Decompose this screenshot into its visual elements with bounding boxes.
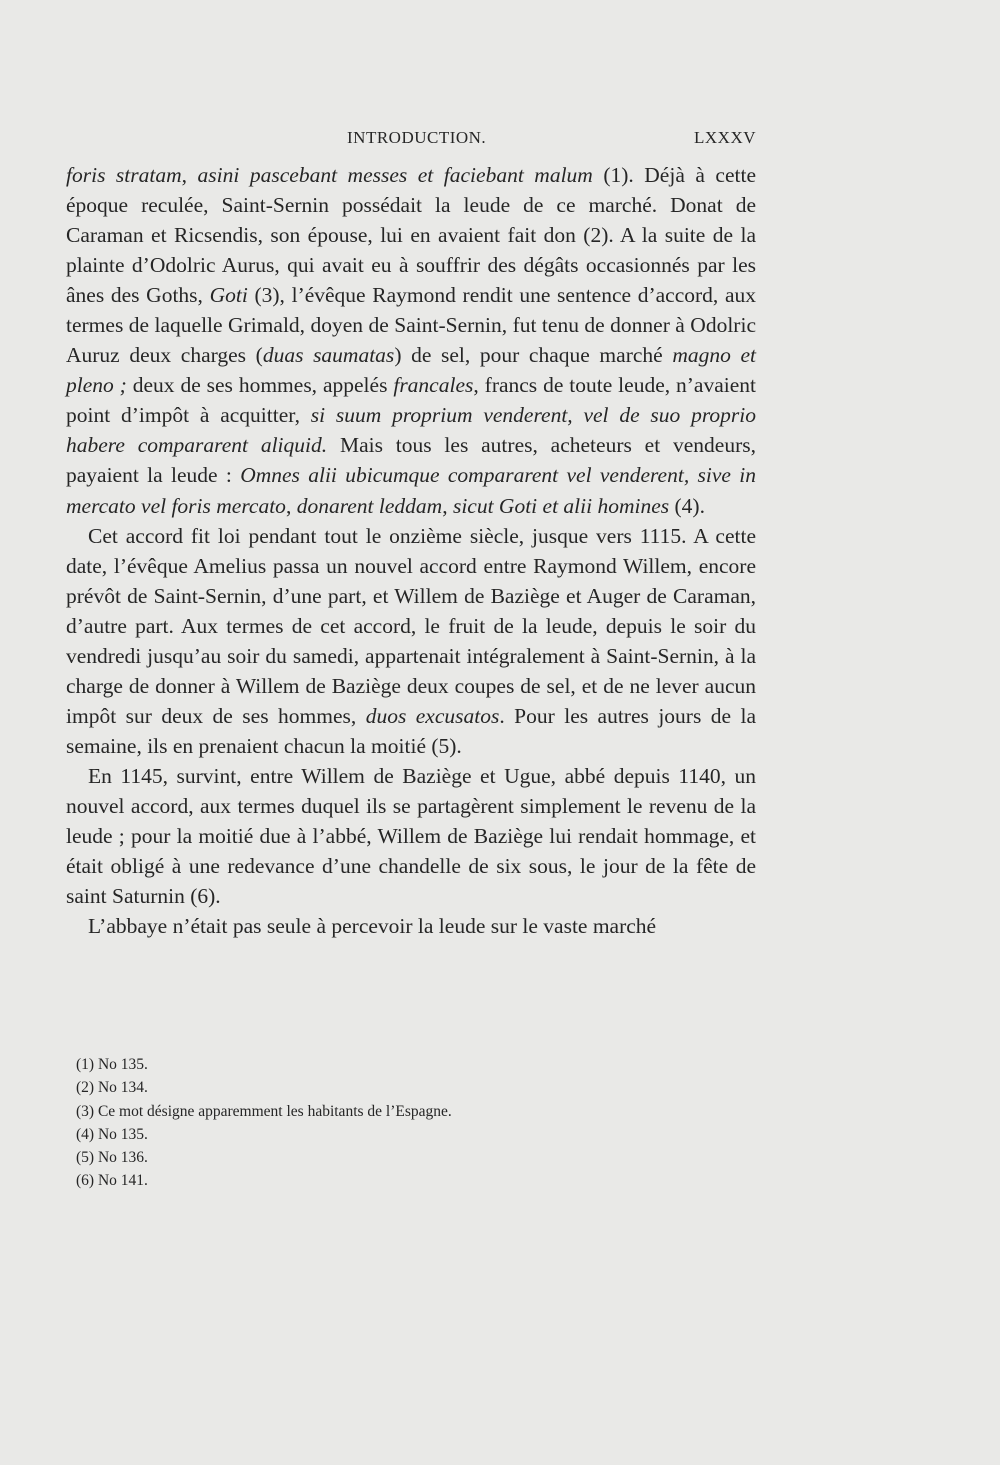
paragraph xyxy=(66,160,756,521)
text-run: (4). xyxy=(669,493,705,518)
paragraph xyxy=(66,761,756,911)
latin-quotation: foris stratam xyxy=(66,163,182,187)
text-run: (1). Déjà à cette époque reculée, Saint-Sernin possédait la leude de ce marché. Donat de Caraman et Ricsendis, son épouse, lui en avaient fait don (2). A la suite de la plainte d’Odolric Aurus, qui avait eu à souffrir des dégâts occasionnés par les ânes des Goths, xyxy=(66,163,756,308)
text-run: , xyxy=(285,493,297,518)
text-run: , xyxy=(442,493,453,518)
body-text xyxy=(66,160,756,941)
footnotes xyxy=(76,1053,676,1193)
footnote: (2) No 134. xyxy=(76,1079,148,1097)
latin-quotation: duas saumatas xyxy=(262,343,395,368)
latin-quotation: magno et pleno ; xyxy=(66,343,756,398)
text-run: , xyxy=(181,163,198,187)
text-run: Mais tous les autres, acheteurs et vendeurs, payaient la leude : xyxy=(66,433,756,488)
latin-quotation: Omnes alii ubicumque compararent vel venderent, sive in mercato vel foris mercato xyxy=(66,463,757,518)
text-run: deux de ses hommes, appelés xyxy=(126,373,394,398)
latin-quotation: francales xyxy=(393,373,474,398)
text-run: En 1145, survint, entre Willem de Baziège et Ugue, abbé depuis 1140, un nouvel accord, aux termes duquel ils se partagèrent simplement le revenu de la leude ; pour la moitié due à l’abbé, Willem de Baziège lui rendait hommage, et était obligé à une redevance d’une chandelle de six sous, le jour de la fête de saint Saturnin (6). xyxy=(66,763,756,909)
footnote: (5) No 136. xyxy=(76,1149,148,1167)
running-head-title: INTRODUCTION. xyxy=(347,128,487,147)
footnote: (1) No 135. xyxy=(76,1056,148,1073)
latin-quotation: si suum proprium venderent, vel de suo proprio habere compararent aliquid. xyxy=(66,403,756,458)
text-run: , francs de toute leude, n’avaient point d’impôt à acquitter, xyxy=(66,373,756,428)
text-run: Cet accord fit loi pendant tout le onzième siècle, jusque vers 1115. A cette date, l’évêque Amelius passa un nouvel accord entre Raymond Willem, encore prévôt de Saint-Sernin, d’une part, et Willem de Baziège et Auger de Caraman, d’autre part. Aux termes de cet accord, le fruit de la leude, depuis le soir du vendredi jusqu’au soir du samedi, appartenait intégralement à Saint-Sernin, à la charge de donner à Willem de Baziège deux coupes de sel, et de ne lever aucun impôt sur deux de ses hommes, xyxy=(66,523,756,728)
latin-quotation: duos excusatos xyxy=(365,703,500,728)
latin-quotation: asini pascebant messes et faciebant malum xyxy=(197,163,593,187)
latin-quotation: sicut Goti et alii homines xyxy=(452,493,670,518)
paragraph xyxy=(66,521,756,761)
latin-quotation: Goti xyxy=(209,283,248,308)
text-run: (3), l’évêque Raymond rendit une sentence d’accord, aux termes de laquelle Grimald, doyen de Saint-Sernin, fut tenu de donner à Odolric Auruz deux charges ( xyxy=(66,283,756,368)
footnote: (4) No 135. xyxy=(76,1125,148,1143)
paragraph xyxy=(66,911,756,941)
running-head xyxy=(66,128,756,156)
page-number: LXXXV xyxy=(694,128,756,147)
latin-quotation: donarent leddam xyxy=(296,493,443,518)
footnote: (6) No 141. xyxy=(76,1172,148,1190)
text-run: L’abbaye n’était pas seule à percevoir la leude sur le vaste marché xyxy=(88,914,657,939)
text-run: . Pour les autres jours de la semaine, ils en prenaient chacun la moitié (5). xyxy=(66,703,757,758)
text-run: ) de sel, pour chaque marché xyxy=(394,343,673,368)
footnote: (3) Ce mot désigne apparemment les habitants de l’Espagne. xyxy=(76,1102,452,1120)
